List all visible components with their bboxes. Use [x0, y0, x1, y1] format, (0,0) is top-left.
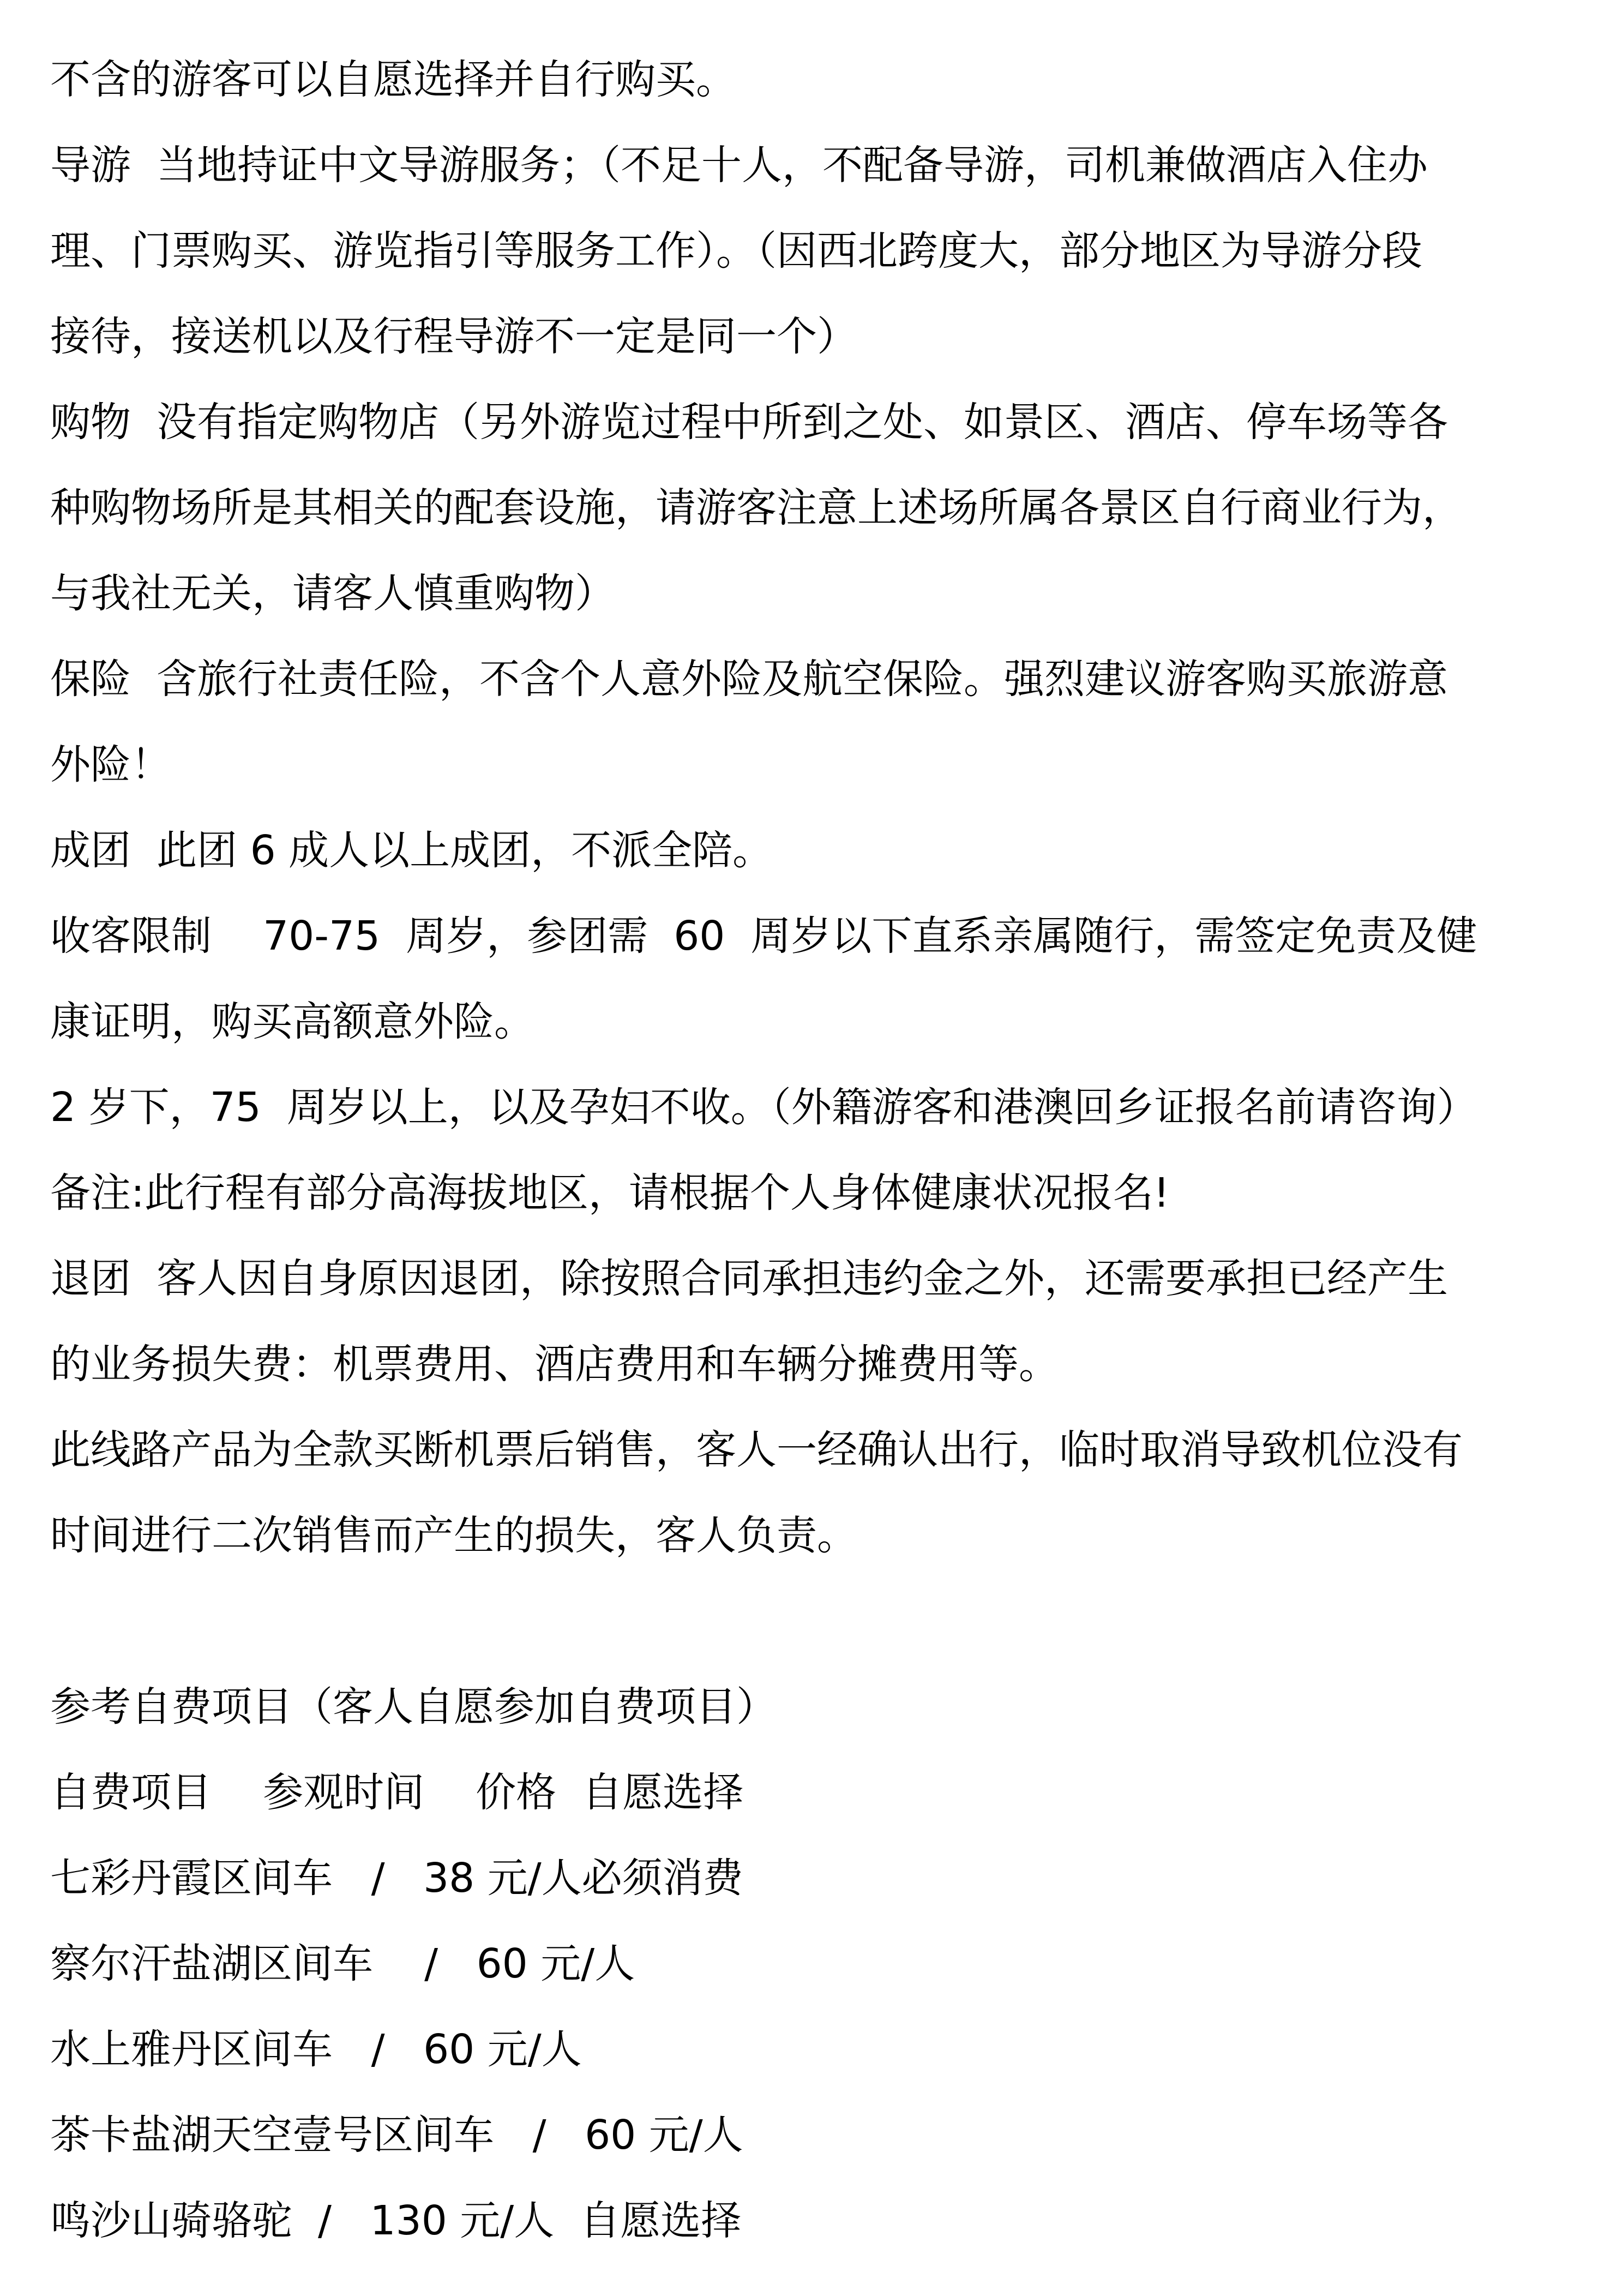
- text-line: 接待，接送机以及行程导游不一定是同一个）: [50, 313, 857, 360]
- text-line: 成团 此团 6 成人以上成团，不派全陪。: [50, 827, 773, 874]
- document-page: [50, 37, 1577, 2264]
- table-row: 察尔汗盐湖区间车 / 60 元/人: [50, 1940, 635, 1987]
- text-line: 理、门票购买、游览指引等服务工作）。（因西北跨度大，部分地区为导游分段: [50, 227, 1422, 274]
- section-heading: 参考自费项目（客人自愿参加自费项目）: [50, 1683, 777, 1730]
- text-line: 收客限制 70-75 周岁，参团需 60 周岁以下直系亲属随行，需签定免责及健: [50, 913, 1477, 960]
- text-line: 时间进行二次销售而产生的损失，客人负责。: [50, 1512, 857, 1559]
- text-line: 康证明，购买高额意外险。: [50, 998, 534, 1045]
- text-line: 外险！: [50, 741, 171, 788]
- text-line: 种购物场所是其相关的配套设施，请游客注意上述场所属各景区自行商业行为，: [50, 484, 1463, 531]
- text-line: 备注:此行程有部分高海拔地区，请根据个人身体健康状况报名!: [50, 1170, 1170, 1216]
- table-header-row: 自费项目 参观时间 价格 自愿选择: [50, 1769, 744, 1816]
- table-row: 茶卡盐湖天空壹号区间车 / 60 元/人: [50, 2112, 743, 2159]
- table-row: 鸣沙山骑骆驼 / 130 元/人 自愿选择: [50, 2197, 742, 2244]
- text-line: 保险 含旅行社责任险，不含个人意外险及航空保险。强烈建议游客购买旅游意: [50, 656, 1448, 703]
- text-line: 购物 没有指定购物店（另外游览过程中所到之处、如景区、酒店、停车场等各: [50, 399, 1448, 446]
- text-line: 的业务损失费：机票费用、酒店费用和车辆分摊费用等。: [50, 1341, 1059, 1388]
- text-line: 导游 当地持证中文导游服务；（不足十人，不配备导游，司机兼做酒店入住办: [50, 142, 1428, 189]
- text-line: 退团 客人因自身原因退团，除按照合同承担违约金之外，还需要承担已经产生: [50, 1255, 1448, 1302]
- blank-line: [50, 1579, 1577, 1664]
- table-row: 水上雅丹区间车 / 60 元/人: [50, 2026, 582, 2073]
- text-line: 与我社无关，请客人慎重购物）: [50, 570, 615, 617]
- table-row: 七彩丹霞区间车 / 38 元/人必须消费: [50, 1855, 743, 1902]
- text-line: 此线路产品为全款买断机票后销售，客人一经确认出行，临时取消导致机位没有: [50, 1426, 1463, 1473]
- text-line: 不含的游客可以自愿选择并自行购买。: [50, 56, 736, 103]
- text-line: 2 岁下，75 周岁以上，以及孕妇不收。（外籍游客和港澳回乡证报名前请咨询）: [50, 1084, 1477, 1131]
